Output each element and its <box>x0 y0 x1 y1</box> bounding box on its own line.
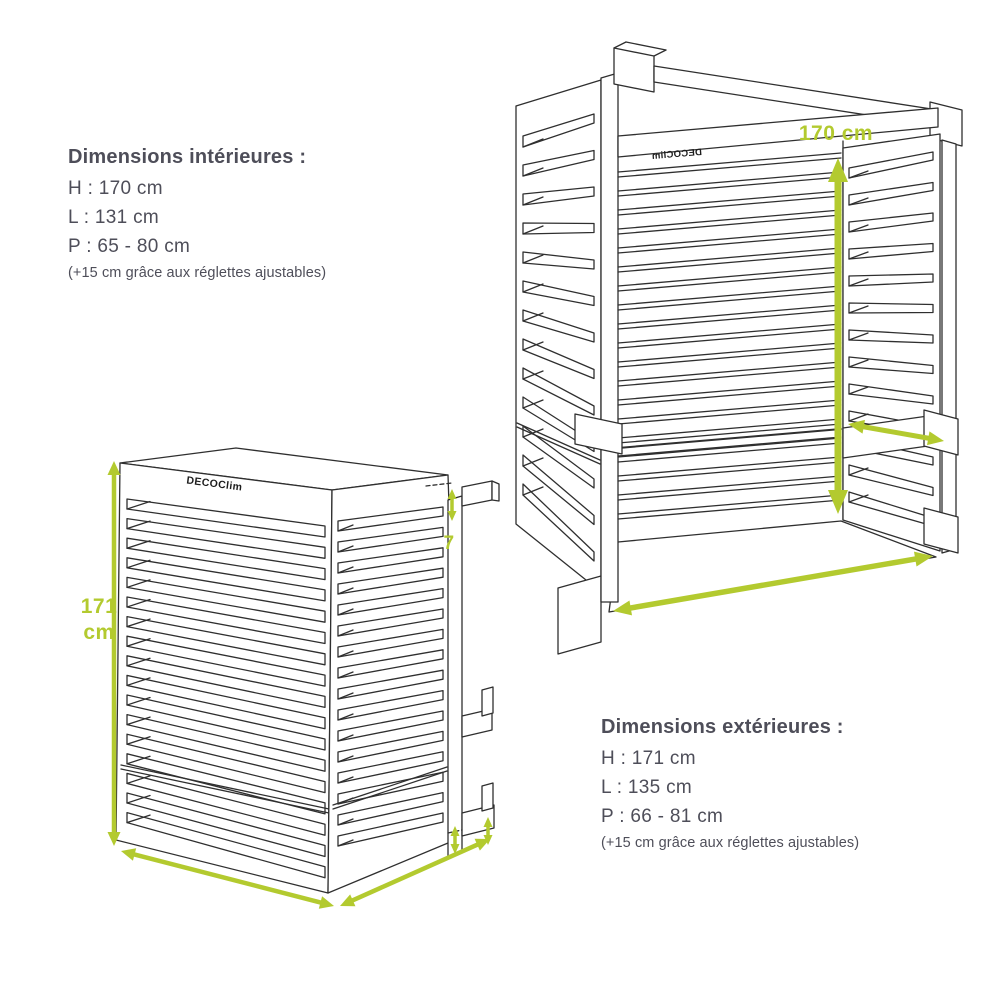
exterior-height-unit-label: cm <box>83 621 115 644</box>
interior-dimensions-block <box>68 146 326 288</box>
interior-dimension-p: P : 65 - 80 cm <box>68 236 191 257</box>
exterior-dimensions-title: Dimensions extérieures : <box>601 716 844 738</box>
interior-dimensions-title: Dimensions intérieures : <box>68 146 307 168</box>
interior-height-label: 170 cm <box>798 122 874 145</box>
bracket-offset-label: 7 <box>443 533 455 554</box>
exterior-dimensions-note: (+15 cm grâce aux réglettes ajustables) <box>601 835 860 851</box>
exterior-dimension-p: P : 66 - 81 cm <box>601 806 724 827</box>
exterior-dimension-l: L : 135 cm <box>601 777 693 798</box>
exterior-height-value-label: 171 <box>80 595 118 618</box>
exterior-dimensions-block <box>601 716 859 858</box>
interior-dimension-l: L : 131 cm <box>68 207 160 228</box>
brand-logo-front: DECOClim <box>185 474 244 494</box>
brand-logo-mirrored: DECOClim <box>651 147 703 163</box>
interior-dimension-h: H : 170 cm <box>68 178 163 199</box>
interior-dimensions-note: (+15 cm grâce aux réglettes ajustables) <box>68 265 327 281</box>
exterior-dimension-h: H : 171 cm <box>601 748 696 769</box>
exterior-view-drawing <box>116 448 499 893</box>
